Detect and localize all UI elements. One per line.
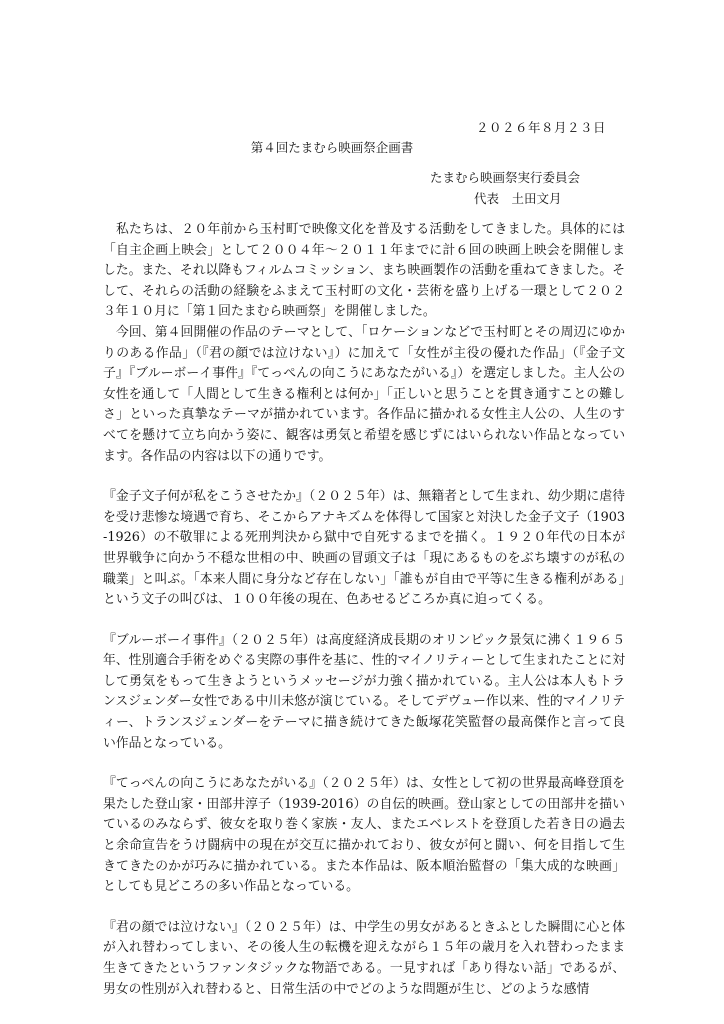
document-body	[103, 220, 625, 1000]
paragraph-intro: 私たちは、２０年前から玉村町で映像文化を普及する活動をしてきました。具体的には「自主企画上映会」として２００４年～２０１１年までに計６回の映画上映会を開催しました。また、それ以降もフィルムコミッション、まち映画製作の活動を重ねてきました。そして、それらの活動の経験をふまえて玉村町の文化・芸術を盛り上げる一環として２０２３年１０月に「第１回たまむら映画祭」を開催しました。	[103, 222, 625, 320]
document-title: 第４回たまむら映画祭企画書	[250, 140, 414, 155]
paragraph-kimi-no-kao: 『君の顔では泣けない』（２０２５年）は、中学生の男女があるときふとした瞬間に心と体が入れ替わってしまい、その後人生の転機を迎えながら１５年の歳月を入れ替わったまま生きてきたというファンタジックな物語である。一見すれば「あり得ない話」であるが、男女の性別が入れ替わると、日常生活の中でどのような問題が生じ、どのような感情	[103, 919, 625, 997]
representative-name: 代表 土田文月	[474, 191, 562, 206]
document-date: ２０２６年８月２３日	[475, 120, 606, 135]
paragraph-blue-boy: 『ブルーボーイ事件』（２０２５年）は高度経済成長期のオリンピック景気に沸く１９６５年、性別適合手術をめぐる実際の事件を基に、性的マイノリティーとして生まれたことに対して勇気をもって生きようというメッセージが力強く描かれている。主人公は本人もトランスジェンダー女性である中川未悠が演じている。そしてデヴュー作以来、性的マイノリティー、トランスジェンダーをテーマに描き続けてきた飯塚花笑監督の最高傑作と言って良い作品となっている。	[103, 632, 625, 751]
paragraph-theme: 今回、第４回開催の作品のテーマとして、「ロケーションなどで玉村町とその周辺にゆかりのある作品」（『君の顔では泣けない』）に加えて「女性が主役の優れた作品」（『金子文子』『ブルーボーイ事件』『てっぺんの向こうにあなたがいる』）を選定しました。主人公の女性を通して「人間として生きる権利とは何か」「正しいと思うことを貫き通すことの難しさ」といった真摯なテーマが描かれています。各作品に描かれる女性主人公の、人生のすべてを懸けて立ち向かう姿に、観客は勇気と希望を感じずにはいられない作品となっています。各作品の内容は以下の通りです。	[103, 324, 625, 464]
organization-name: たまむら映画祭実行委員会	[430, 170, 581, 185]
paragraph-kaneko-fumiko: 『金子文子何が私をこうさせたか』（２０２５年）は、無籍者として生まれ、幼少期に虐待を受け悲惨な境遇で育ち、そこからアナキズムを体得して国家と対決した金子文子（1903-1926）の不敬罪による死刑判決から獄中で自死するまでを描く。１９２０年代の日本が世界戦争に向かう不穏な世相の中、映画の冒頭文子は「現にあるものをぶち壊すのが私の職業」と叫ぶ。「本来人間に身分など存在しない」「誰もが自由で平等に生きる権利がある」という文子の叫びは、１００年後の現在、色あせるどころか真に迫ってくる。	[103, 489, 625, 608]
paragraph-teppen: 『てっぺんの向こうにあなたがいる』（２０２５年）は、女性として初の世界最高峰登頂を果たした登山家・田部井淳子（1939-2016）の自伝的映画。登山家としての田部井を描いているのみならず、彼女を取り巻く家族・友人、またエベレストを登頂した若き日の過去と余命宣告をうけ闘病中の現在が交互に描かれており、彼女が何と闘い、何を目指して生きてきたのかが巧みに描かれている。また本作品は、阪本順治監督の「集大成的な映画」としても見どころの多い作品となっている。	[103, 776, 625, 895]
